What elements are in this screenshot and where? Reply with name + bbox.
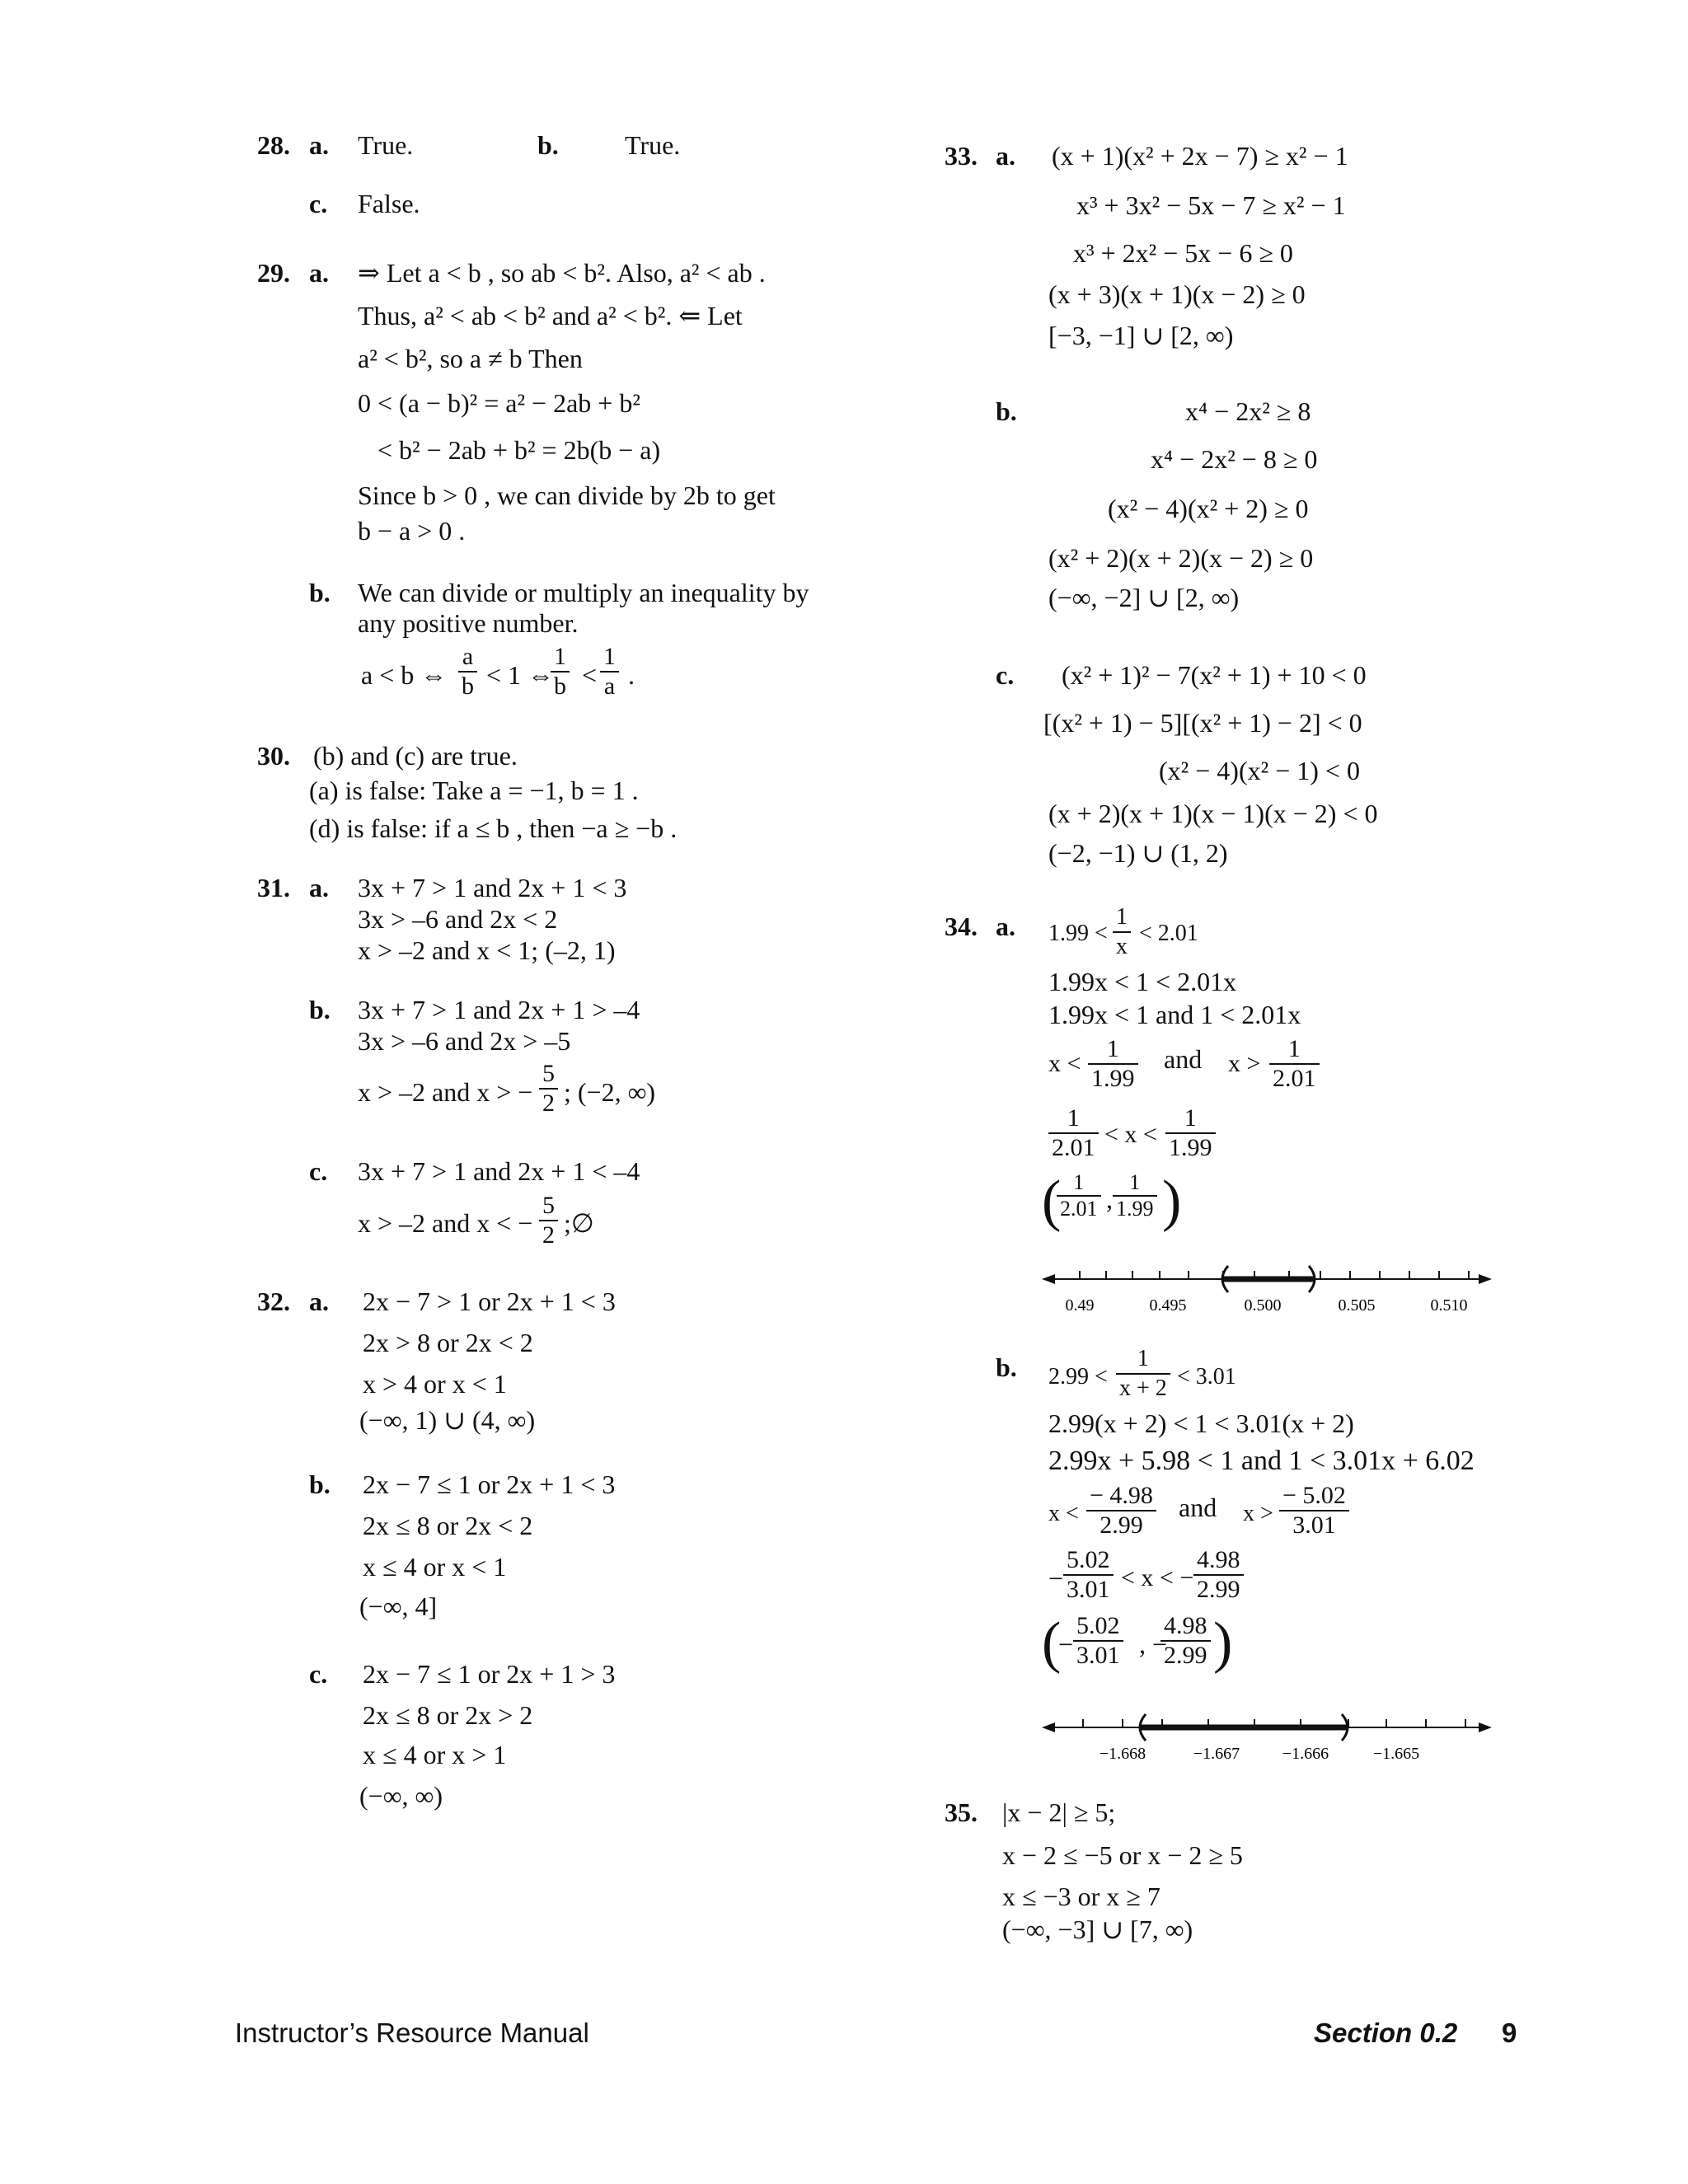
problem-32c-line: 2x ≤ 8 or 2x > 2: [363, 1700, 533, 1730]
problem-31a-line: 3x > –6 and 2x < 2: [358, 904, 558, 934]
problem-29a-line: < b² − 2ab + b² = 2b(b − a): [377, 435, 661, 465]
problem-34b-fraction: 4.98 2.99: [1193, 1546, 1244, 1604]
problem-33b-line: (x² − 4)(x² + 2) ≥ 0: [1108, 494, 1309, 523]
problem-31b-line: x > –2 and x > −: [358, 1077, 533, 1107]
problem-29a-line: b − a > 0 .: [358, 516, 466, 546]
problem-32-number: 32.: [257, 1286, 290, 1316]
problem-28-number: 28.: [257, 130, 290, 160]
problem-34b-fraction: 1 x + 2: [1116, 1345, 1170, 1403]
problem-34b-fraction: 5.02 3.01: [1063, 1546, 1114, 1604]
problem-34b-number-line: [1040, 1708, 1495, 1765]
problem-33a-line: (x + 3)(x + 1)(x − 2) ≥ 0: [1048, 279, 1306, 309]
problem-34b-fraction: − 4.98 2.99: [1086, 1482, 1156, 1540]
problem-34a-fraction: 1 2.01: [1057, 1170, 1101, 1221]
problem-33c-line: (x² + 1)² − 7(x² + 1) + 10 < 0: [1062, 660, 1367, 690]
problem-33c-line: (x + 2)(x + 1)(x − 1)(x − 2) < 0: [1048, 799, 1378, 828]
problem-29b-line: We can divide or multiply an inequality by: [358, 578, 809, 607]
problem-35-line: x − 2 ≤ −5 or x − 2 ≥ 5: [1002, 1840, 1243, 1870]
problem-32c-line: x ≤ 4 or x > 1: [363, 1740, 507, 1769]
problem-33b-line: x⁴ − 2x² − 8 ≥ 0: [1151, 444, 1318, 474]
problem-29b-fraction: 1 a: [600, 643, 619, 701]
problem-31c-line: 3x + 7 > 1 and 2x + 1 < –4: [358, 1156, 640, 1186]
problem-29a-line: ⇒ Let a < b , so ab < b². Also, a² < ab .: [358, 258, 766, 288]
axis-tick-label: 0.495: [1149, 1296, 1187, 1315]
problem-34a-paren: ): [1162, 1169, 1182, 1233]
axis-tick-label: −1.665: [1372, 1745, 1420, 1763]
problem-34b-line: < x < −: [1121, 1564, 1194, 1591]
footer-page-number: 9: [1502, 2018, 1517, 2048]
problem-34b-line: 2.99 <: [1048, 1364, 1108, 1390]
problem-33a-line: [−3, −1] ∪ [2, ∞): [1048, 321, 1234, 350]
problem-31b-line: ; (−2, ∞): [564, 1077, 656, 1107]
problem-34b-line: 2.99(x + 2) < 1 < 3.01(x + 2): [1048, 1408, 1354, 1438]
problem-28c-label: c.: [309, 189, 328, 218]
problem-29b-label: b.: [309, 578, 331, 607]
problem-29-number: 29.: [257, 258, 290, 288]
problem-33c-line: (−2, −1) ∪ (1, 2): [1048, 838, 1228, 868]
problem-28b-answer: True.: [625, 130, 681, 160]
problem-29b-fraction: 1 b: [551, 643, 570, 701]
problem-34b-paren: ): [1213, 1611, 1233, 1675]
problem-33a-line: x³ + 2x² − 5x − 6 ≥ 0: [1073, 238, 1293, 268]
problem-34a-paren: (: [1042, 1169, 1062, 1233]
problem-29a-line: a² < b², so a ≠ b Then: [358, 344, 583, 373]
problem-32b-line: x ≤ 4 or x < 1: [363, 1552, 507, 1582]
problem-34b-fraction: 4.98 2.99: [1160, 1612, 1211, 1670]
problem-34a-fraction: 1 x: [1113, 903, 1131, 961]
problem-34a-line: 1.99x < 1 < 2.01x: [1048, 967, 1237, 996]
problem-33b-label: b.: [996, 396, 1017, 426]
problem-28a-label: a.: [309, 130, 329, 160]
problem-33c-line: (x² − 4)(x² − 1) < 0: [1159, 756, 1360, 785]
problem-34a-line: and: [1164, 1044, 1203, 1074]
problem-33c-label: c.: [996, 660, 1015, 690]
problem-34b-fraction: 5.02 3.01: [1073, 1612, 1123, 1670]
problem-29b-equation: <: [582, 660, 598, 690]
problem-31c-line: x > –2 and x < −: [358, 1208, 533, 1238]
problem-34b-line: x <: [1048, 1501, 1079, 1526]
axis-tick-label: 0.505: [1338, 1296, 1376, 1315]
problem-31a-line: 3x + 7 > 1 and 2x + 1 < 3: [358, 873, 627, 902]
problem-34b-paren: (: [1042, 1611, 1062, 1675]
problem-34a-label: a.: [996, 912, 1015, 941]
problem-32a-line: x > 4 or x < 1: [363, 1369, 507, 1399]
problem-32a-line: (−∞, 1) ∪ (4, ∞): [359, 1405, 536, 1435]
problem-33a-label: a.: [996, 141, 1015, 171]
problem-32c-label: c.: [309, 1659, 328, 1689]
problem-32a-label: a.: [309, 1286, 329, 1316]
problem-29a-line: Since b > 0 , we can divide by 2b to get: [358, 480, 776, 510]
footer-section: Section 0.2: [1314, 2018, 1458, 2048]
problem-35-number: 35.: [945, 1797, 978, 1827]
problem-34-number: 34.: [945, 912, 978, 941]
axis-tick-label: −1.668: [1099, 1745, 1146, 1763]
axis-tick-label: −1.667: [1193, 1745, 1240, 1763]
problem-33a-line: x³ + 3x² − 5x − 7 ≥ x² − 1: [1076, 190, 1346, 220]
problem-30-number: 30.: [257, 741, 290, 771]
axis-tick-label: 0.49: [1065, 1296, 1095, 1315]
problem-33c-line: [(x² + 1) − 5][(x² + 1) − 2] < 0: [1043, 708, 1362, 738]
problem-34b-label: b.: [996, 1352, 1017, 1382]
problem-31-number: 31.: [257, 873, 290, 902]
problem-32b-line: (−∞, 4]: [359, 1591, 438, 1621]
problem-33b-line: x⁴ − 2x² ≥ 8: [1185, 396, 1311, 426]
problem-31c-fraction: 5 2: [539, 1192, 558, 1249]
problem-32a-line: 2x > 8 or 2x < 2: [363, 1328, 533, 1357]
problem-32a-line: 2x − 7 > 1 or 2x + 1 < 3: [363, 1286, 616, 1316]
problem-34b-line: and: [1179, 1493, 1217, 1522]
problem-32b-line: 2x ≤ 8 or 2x < 2: [363, 1511, 533, 1540]
problem-34a-fraction: 1 1.99: [1113, 1170, 1157, 1221]
problem-34b-fraction: − 5.02 3.01: [1279, 1482, 1349, 1540]
problem-34a-line: 1.99 <: [1048, 921, 1108, 946]
problem-34b-line: x >: [1243, 1501, 1273, 1526]
problem-29b-equation: .: [628, 660, 635, 690]
problem-28a-answer: True.: [358, 130, 414, 160]
problem-34a-fraction: 1 2.01: [1269, 1035, 1320, 1093]
problem-34a-number-line: [1040, 1259, 1495, 1317]
problem-32b-line: 2x − 7 ≤ 1 or 2x + 1 < 3: [363, 1469, 616, 1499]
problem-31c-line: ;∅: [564, 1208, 594, 1238]
problem-28c-answer: False.: [358, 189, 420, 218]
axis-tick-label: 0.510: [1430, 1296, 1468, 1315]
problem-29b-fraction: a b: [458, 643, 477, 701]
problem-32c-line: (−∞, ∞): [359, 1781, 443, 1811]
problem-35-line: |x − 2| ≥ 5;: [1002, 1797, 1116, 1827]
problem-32b-label: b.: [309, 1469, 331, 1499]
problem-29b-equation: a < b ⇔: [361, 660, 448, 690]
problem-34a-fraction: 1 1.99: [1165, 1104, 1216, 1162]
problem-31b-fraction: 5 2: [539, 1060, 558, 1118]
problem-31b-line: 3x > –6 and 2x > –5: [358, 1026, 571, 1056]
problem-29a-label: a.: [309, 258, 329, 288]
problem-31c-label: c.: [309, 1156, 328, 1186]
problem-34a-line: < 2.01: [1139, 921, 1198, 946]
problem-33b-line: (−∞, −2] ∪ [2, ∞): [1048, 583, 1240, 612]
problem-34b-comma: , −: [1139, 1629, 1168, 1659]
problem-31a-line: x > –2 and x < 1; (–2, 1): [358, 935, 616, 965]
problem-34b-line: < 3.01: [1177, 1364, 1236, 1390]
problem-34a-line: x <: [1048, 1050, 1081, 1077]
problem-30-line: (d) is false: if a ≤ b , then −a ≥ −b .: [309, 813, 678, 843]
problem-34a-line: 1.99x < 1 and 1 < 2.01x: [1048, 1000, 1301, 1029]
problem-29a-line: Thus, a² < ab < b² and a² < b². ⇐ Let: [358, 301, 743, 330]
problem-33a-line: (x + 1)(x² + 2x − 7) ≥ x² − 1: [1052, 141, 1348, 171]
problem-30-line: (a) is false: Take a = −1, b = 1 .: [309, 776, 639, 805]
problem-33b-line: (x² + 2)(x + 2)(x − 2) ≥ 0: [1048, 543, 1314, 573]
problem-34b-minus: −: [1048, 1563, 1064, 1593]
problem-32c-line: 2x − 7 ≤ 1 or 2x + 1 > 3: [363, 1659, 616, 1689]
axis-tick-label: −1.666: [1282, 1745, 1329, 1763]
problem-34a-fraction: 1 1.99: [1088, 1035, 1138, 1093]
problem-29b-equation: < 1 ⇔: [486, 660, 555, 690]
problem-35-line: x ≤ −3 or x ≥ 7: [1002, 1882, 1160, 1911]
problem-34b-line: 2.99x + 5.98 < 1 and 1 < 3.01x + 6.02: [1048, 1446, 1475, 1476]
problem-34a-comma: ,: [1106, 1184, 1113, 1214]
footer-manual-title: Instructor’s Resource Manual: [235, 2018, 589, 2048]
problem-34a-line: x >: [1228, 1050, 1261, 1077]
problem-34a-line: < x <: [1104, 1121, 1157, 1148]
problem-29a-line: 0 < (a − b)² = a² − 2ab + b²: [358, 388, 640, 418]
problem-31b-line: 3x + 7 > 1 and 2x + 1 > –4: [358, 995, 640, 1024]
problem-31b-label: b.: [309, 995, 331, 1024]
problem-28b-label: b.: [537, 130, 559, 160]
problem-31a-label: a.: [309, 873, 329, 902]
problem-29b-line: any positive number.: [358, 608, 579, 638]
problem-35-line: (−∞, −3] ∪ [7, ∞): [1002, 1915, 1193, 1944]
axis-tick-label: 0.500: [1244, 1296, 1282, 1315]
problem-34a-fraction: 1 2.01: [1048, 1104, 1099, 1162]
problem-34b-minus: −: [1058, 1629, 1074, 1659]
problem-33-number: 33.: [945, 141, 978, 171]
problem-30-line: (b) and (c) are true.: [313, 741, 518, 771]
